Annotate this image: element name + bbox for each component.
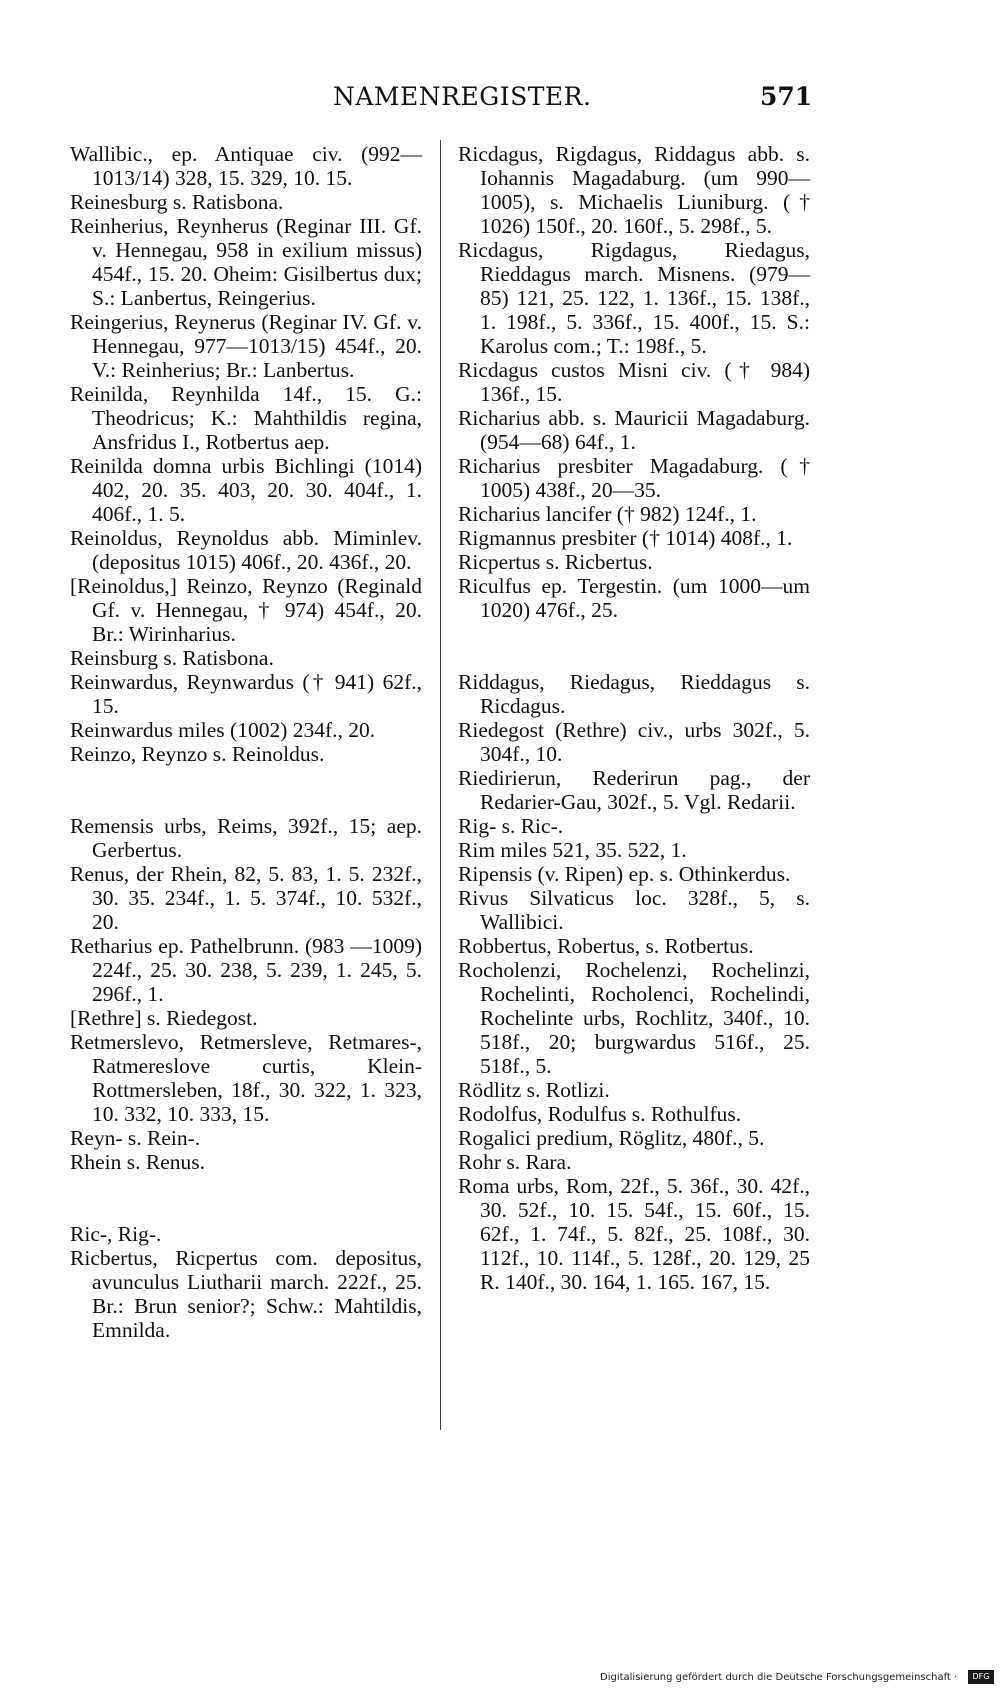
- page-number: 571: [760, 82, 813, 111]
- index-entry: Rig- s. Ric-.: [458, 814, 564, 838]
- index-entry: Wallibic., ep. Antiquae civ. (992—1013/14) 328, 15. 329, 10. 15.: [70, 142, 422, 190]
- index-entry: Ripensis (v. Ripen) ep. s. Othinkerdus.: [458, 862, 791, 886]
- index-entry: Reingerius, Reynerus (Reginar IV. Gf. v. Hennegau, 977—1013/15) 454f., 20. V.: Reinherius; Br.: Lanbertus.: [70, 310, 422, 382]
- index-entry: Rim miles 521, 35. 522, 1.: [458, 838, 687, 862]
- column-divider: [440, 140, 441, 1430]
- section-gap: [458, 622, 810, 670]
- index-entry: Reinilda, Reynhilda 14f., 15. G.: Theodricus; K.: Mahthildis regina, Ansfridus I., Rotbertus aep.: [70, 382, 422, 454]
- page-header: [0, 82, 1000, 122]
- index-entry: Rödlitz s. Rotlizi.: [458, 1078, 610, 1102]
- index-entry: Rigmannus presbiter († 1014) 408f., 1.: [458, 526, 793, 550]
- index-entry: Roma urbs, Rom, 22f., 5. 36f., 30. 42f., 30. 52f., 10. 15. 54f., 15. 60f., 15. 62f., 1. 74f., 5. 82f., 25. 108f., 30. 112f., 10. 114f., 5. 128f., 20. 129, 25 R. 140f., 30. 164, 1. 165. 167, 15.: [458, 1174, 810, 1294]
- index-entry: Retmerslevo, Retmersleve, Retmares-, Ratmereslove curtis, Klein-Rottmersleben, 18f., 30. 322, 1. 323, 10. 332, 10. 333, 15.: [70, 1030, 422, 1126]
- index-entry: Reyn- s. Rein-.: [70, 1126, 201, 1150]
- index-entry: Ricpertus s. Ricbertus.: [458, 550, 653, 574]
- index-entry: [Reinoldus,] Reinzo, Reynzo (Reginald Gf. v. Hennegau, † 974) 454f., 20. Br.: Wirinharius.: [70, 574, 422, 646]
- index-entry: Rodolfus, Rodulfus s. Rothulfus.: [458, 1102, 742, 1126]
- index-entry: Riculfus ep. Tergestin. (um 1000—um 1020) 476f., 25.: [458, 574, 810, 622]
- index-entry: Ricdagus, Rigdagus, Riddagus abb. s. Iohannis Magadaburg. (um 990—1005), s. Michaelis Liuniburg. († 1026) 150f., 20. 160f., 5. 298f., 5.: [458, 142, 810, 238]
- index-entry: Rhein s. Renus.: [70, 1150, 205, 1174]
- dfg-logo: DFG: [968, 1670, 994, 1684]
- index-entry: Reinilda domna urbis Bichlingi (1014) 402, 20. 35. 403, 20. 30. 404f., 1. 406f., 1. 5.: [70, 454, 422, 526]
- index-entry: Robbertus, Robertus, s. Rotbertus.: [458, 934, 754, 958]
- index-entry: Rohr s. Rara.: [458, 1150, 572, 1174]
- index-entry: Reinzo, Reynzo s. Reinoldus.: [70, 742, 325, 766]
- section-gap: [70, 1174, 422, 1222]
- funding-credit: Digitalisierung gefördert durch die Deutsche Forschungsgemeinschaft ·: [600, 1672, 958, 1683]
- index-entry: Richarius lancifer († 982) 124f., 1.: [458, 502, 757, 526]
- index-entry: Reinwardus miles (1002) 234f., 20.: [70, 718, 376, 742]
- running-head: NAMENREGISTER.: [333, 82, 592, 111]
- index-entry: Rivus Silvaticus loc. 328f., 5, s. Wallibici.: [458, 886, 810, 934]
- index-entry: Rocholenzi, Rochelenzi, Rochelinzi, Rochelinti, Rocholenci, Rochelindi, Rochelinte urbs, Rochlitz, 340f., 10. 518f., 20; burgwardus 516f., 25. 518f., 5.: [458, 958, 810, 1078]
- index-entry: Reinsburg s. Ratisbona.: [70, 646, 274, 670]
- left-column: [70, 142, 422, 1342]
- index-entry: Ricbertus, Ricpertus com. depositus, avunculus Liutharii march. 222f., 25. Br.: Brun senior?; Schw.: Mahtildis, Emnilda.: [70, 1246, 422, 1342]
- footer: [600, 1670, 1000, 1690]
- index-entry: Rogalici predium, Röglitz, 480f., 5.: [458, 1126, 765, 1150]
- index-entry: Richarius presbiter Magadaburg. († 1005) 438f., 20—35.: [458, 454, 810, 502]
- index-entry: Ric-, Rig-.: [70, 1222, 162, 1246]
- index-entry: Richarius abb. s. Mauricii Magadaburg. (954—68) 64f., 1.: [458, 406, 810, 454]
- index-entry: Renus, der Rhein, 82, 5. 83, 1. 5. 232f., 30. 35. 234f., 1. 5. 374f., 10. 532f., 20.: [70, 862, 422, 934]
- index-entry: [Rethre] s. Riedegost.: [70, 1006, 258, 1030]
- index-entry: Reinesburg s. Ratisbona.: [70, 190, 284, 214]
- index-entry: Remensis urbs, Reims, 392f., 15; aep. Gerbertus.: [70, 814, 422, 862]
- index-entry: Retharius ep. Pathelbrunn. (983 —1009) 224f., 25. 30. 238, 5. 239, 1. 245, 5. 296f., 1.: [70, 934, 422, 1006]
- index-entry: Riddagus, Riedagus, Rieddagus s. Ricdagus.: [458, 670, 810, 718]
- index-entry: Ricdagus, Rigdagus, Riedagus, Rieddagus march. Misnens. (979—85) 121, 25. 122, 1. 136f., 15. 138f., 1. 198f., 5. 336f., 15. 400f., 15. S.: Karolus com.; T.: 198f., 5.: [458, 238, 810, 358]
- index-entry: Riedegost (Rethre) civ., urbs 302f., 5. 304f., 10.: [458, 718, 810, 766]
- right-column: [458, 142, 810, 1294]
- index-entry: Reinoldus, Reynoldus abb. Miminlev. (depositus 1015) 406f., 20. 436f., 20.: [70, 526, 422, 574]
- index-entry: Ricdagus custos Misni civ. († 984) 136f., 15.: [458, 358, 810, 406]
- section-gap: [70, 766, 422, 814]
- index-entry: Reinwardus, Reynwardus († 941) 62f., 15.: [70, 670, 422, 718]
- index-entry: Reinherius, Reynherus (Reginar III. Gf. v. Hennegau, 958 in exilium missus) 454f., 15. 20. Oheim: Gisilbertus dux; S.: Lanbertus, Reingerius.: [70, 214, 422, 310]
- index-entry: Riedirierun, Rederirun pag., der Redarier-Gau, 302f., 5. Vgl. Redarii.: [458, 766, 810, 814]
